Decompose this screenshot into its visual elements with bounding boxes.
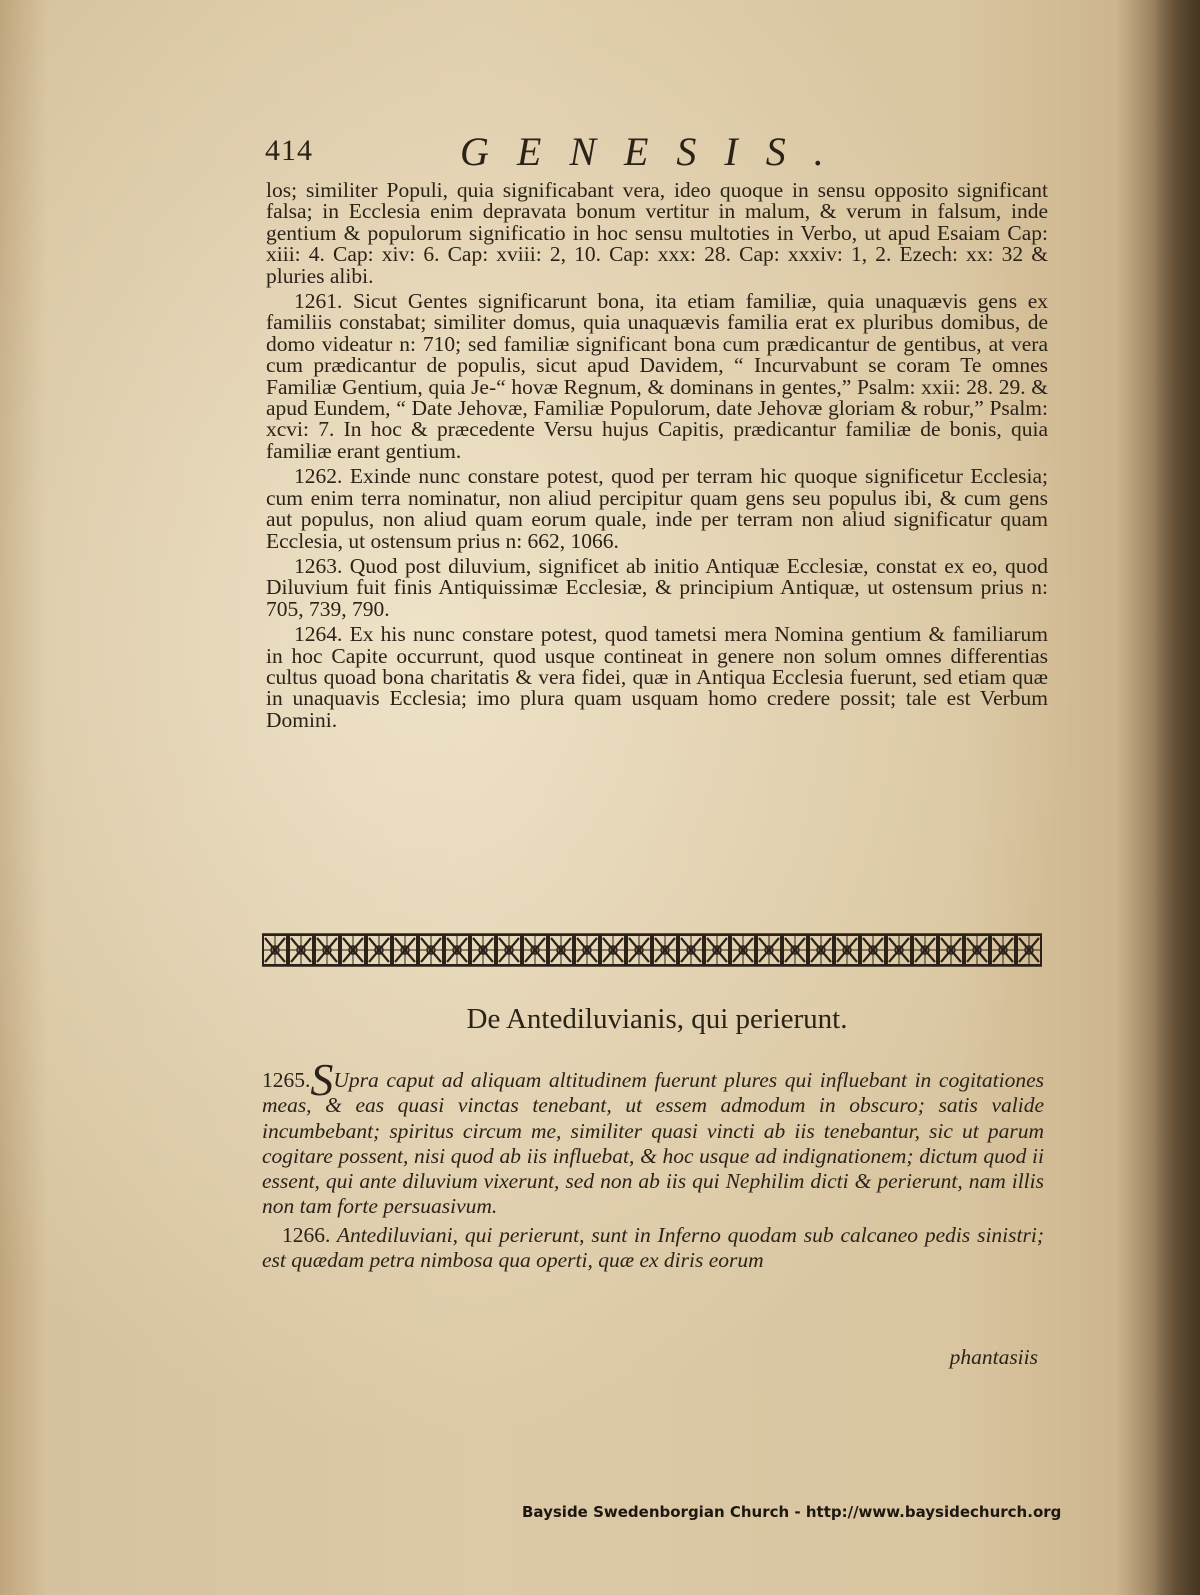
paragraph-1263: 1263. Quod post diluvium, significet ab initio Antiquæ Ecclesiæ, constat ex eo, quod Diluvium fuit finis Antiquissimæ Ecclesiæ, & principium Antiquæ, ut ostensum prius n: 705, 739, 790. (266, 553, 1048, 621)
paragraph-1266 (262, 1223, 1044, 1274)
page-number: 414 (265, 134, 313, 167)
binding-shadow (1154, 0, 1200, 1595)
running-title: GENESIS. (460, 129, 852, 174)
paragraph-continued: los; similiter Populi, quia significabant vera, ideo quoque in sensu opposito significant falsa; in Ecclesia enim depravata bonum vertitur in malum, & verum in falsum, inde gentium & populorum significatio in hoc sensu multoties in Verbo, ut apud Esaiam Cap: xiii: 4. Cap: xiv: 6. Cap: xviii: 2, 10. Cap: xxx: 28. Cap: xxxiv: 1, 2. Ezech: xx: 32 & pluries alibi. (266, 178, 1048, 288)
paragraph-1262: 1262. Exinde nunc constare potest, quod per terram hic quoque significetur Ecclesia; cum enim terra nominatur, non aliud percipitur quam gens seu populus ibi, & cum gens aut populus, non aliud quam eorum quale, inde per terram non aliud significatur quam Ecclesia, ut ostensum prius n: 662, 1066. (266, 464, 1048, 553)
paragraph-1264: 1264. Ex his nunc constare potest, quod tametsi mera Nomina gentium & familiarum in hoc Capite occurrunt, quod usque contineat in genere non solum omnes differentias cultus quoad bona charitatis & vera fidei, quæ in Antiqua Ecclesia fuerunt, sed etiam quæ in unaquavis Ecclesia; imo plura quam usquam homo credere possit; tale est Verbum Domini. (266, 622, 1048, 732)
page-header (265, 128, 1045, 178)
section-heading: De Antediluvianis, qui perierunt. (466, 1003, 848, 1035)
paragraph-1265 (262, 1054, 1044, 1220)
ornamental-border (262, 930, 1042, 970)
body-text (266, 180, 1048, 735)
paragraph-text: Upra caput ad aliquam altitudinem fuerunt plures qui influebant in cogitationes meas, & eas quasi vinctas tenebant, ut essem admodum in obscuro; satis valide incumbebant; spiritus circum me, similiter quasi vincti ab iis tenebantur, sic ut parum cogitare possent, nisi quod ab iis influebat, & hoc usque ad indignationem; dictum quod ii essent, qui ante diluvium vixerunt, sed non ab iis qui Nephilim dicti & perierunt, nam illis non tam forte persuasivum. (262, 1068, 1044, 1219)
drop-cap: S (310, 1054, 334, 1105)
paragraph-text: Antediluviani, qui perierunt, sunt in Inferno quodam sub calcaneo pedis sinistri; est quædam petra nimbosa qua operti, quæ ex diris eorum (262, 1222, 1044, 1273)
paragraph-number: 1265. (262, 1068, 311, 1092)
catchword: phantasiis (949, 1345, 1038, 1369)
paragraph-number: 1266. (282, 1222, 331, 1247)
section-text (262, 1054, 1044, 1276)
paragraph-1261: 1261. Sicut Gentes significarunt bona, ita etiam familiæ, quia unaquævis gens ex familiis constabat; similiter domus, quia unaquævis familia erat ex pluribus domibus, de domo videatur n: 710; sed familiæ significant bona cum prædicantur de gentibus, at vera cum prædicantur de populis, sicut apud Davidem, “ Incurvabunt se coram Te omnes Familiæ Gentium, quia Je-“ hovæ Regnum, & dominans in gentes,” Psalm: xxii: 28. 29. & apud Eundem, “ Date Jehovæ, Familiæ Populorum, date Jehovæ gloriam & robur,” Psalm: xcvi: 7. In hoc & præcedente Versu hujus Capitis, prædicantur familiæ de bonis, quia familiæ erant gentium. (266, 289, 1048, 463)
source-watermark: Bayside Swedenborgian Church - http://www.baysidechurch.org (522, 1503, 1062, 1521)
